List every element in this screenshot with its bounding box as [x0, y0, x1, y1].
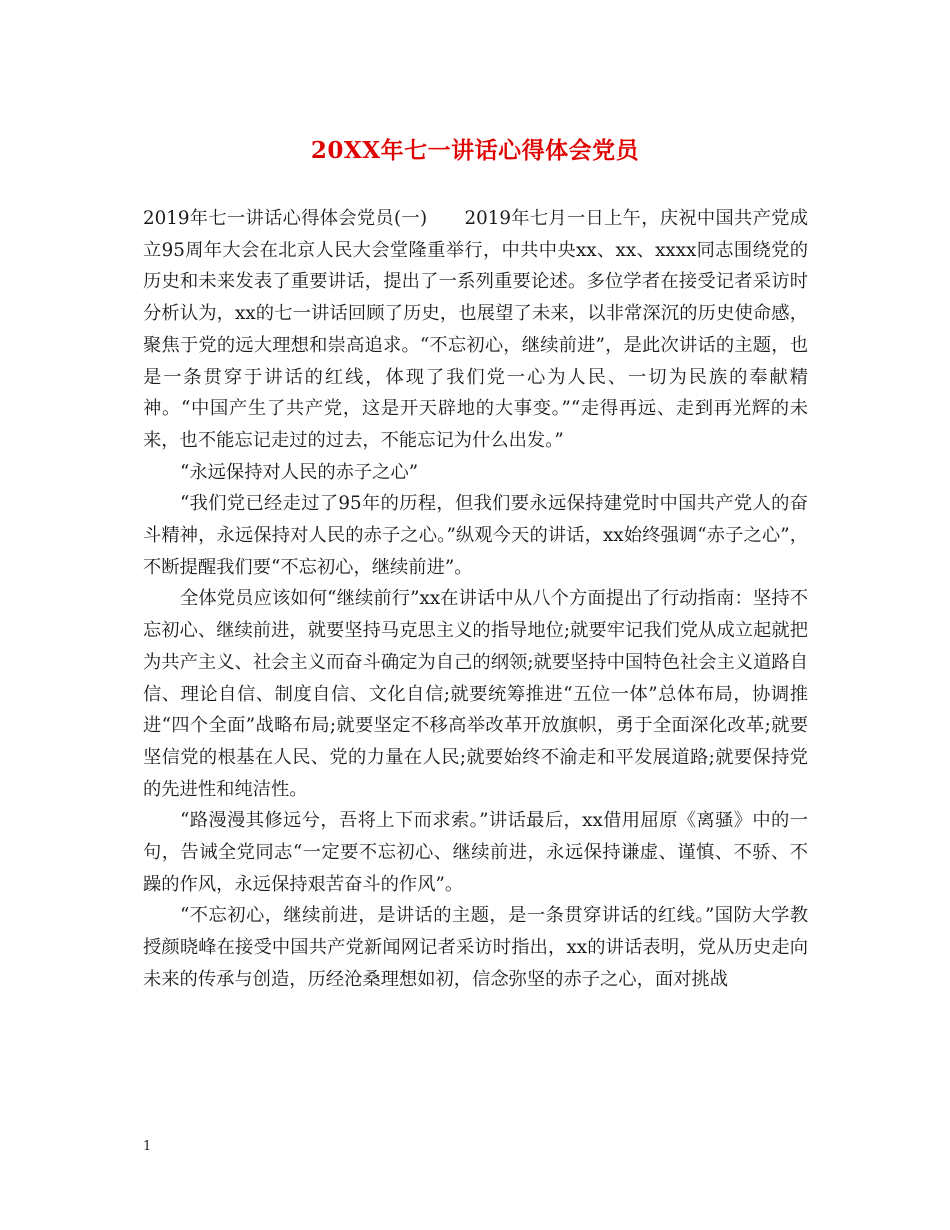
document-title: 20XX年七一讲话心得体会党员 — [310, 137, 640, 164]
paragraph: “我们党已经走过了95年的历程，但我们要永远保持建党时中国共产党人的奋斗精神，永远保持对人民的赤子之心。”纵观今天的讲话，xx始终强调“赤子之心”，不断提醒我们要“不忘初心，继续前进”。 — [143, 493, 808, 578]
paragraph: “永远保持对人民的赤子之心” — [180, 461, 419, 483]
paragraph: 2019年七一讲话心得体会党员(一) 2019年七月一日上午，庆祝中国共产党成立95周年大会在北京人民大会堂隆重举行，中共中央xx、xx、xxxx同志围绕党的历史和未来发表了重要讲话，提出了一系列重要论述。多位学者在接受记者采访时分析认为，xx的七一讲话回顾了历史，也展望了未来，以非常深沉的历史使命感，聚焦于党的远大理想和崇高追求。“不忘初心，继续前进”，是此次讲话的主题，也是一条贯穿于讲话的红线，体现了我们党一心为人民、一切为民族的奉献精神。“中国产生了共产党，这是开天辟地的大事变。”“走得再远、走到再光辉的未来，也不能忘记走过的过去，不能忘记为什么出发。” — [143, 208, 808, 451]
page-number: 1 — [143, 1139, 152, 1154]
paragraph: “路漫漫其修远兮，吾将上下而求索。”讲话最后，xx借用屈原《离骚》中的一句，告诫全党同志“一定要不忘初心、继续前进，永远保持谦虚、谨慎、不骄、不躁的作风，永远保持艰苦奋斗的作风”。 — [143, 810, 808, 895]
paragraph: 全体党员应该如何“继续前行”xx在讲话中从八个方面提出了行动指南：坚持不忘初心、继续前进，就要坚持马克思主义的指导地位;就要牢记我们党从成立起就把为共产主义、社会主义而奋斗确定为自己的纲领;就要坚持中国特色社会主义道路自信、理论自信、制度自信、文化自信;就要统筹推进“五位一体”总体布局，协调推进“四个全面”战略布局;就要坚定不移高举改革开放旗帜，勇于全面深化改革;就要坚信党的根基在人民、党的力量在人民;就要始终不渝走和平发展道路;就要保持党的先进性和纯洁性。 — [143, 588, 808, 800]
paragraph: “不忘初心，继续前进，是讲话的主题，是一条贯穿讲话的红线。”国防大学教授颜晓峰在接受中国共产党新闻网记者采访时指出，xx的讲话表明，党从历史走向未来的传承与创造，历经沧桑理想如初，信念弥坚的赤子之心，面对挑战 — [143, 905, 808, 990]
document-body — [143, 203, 808, 996]
